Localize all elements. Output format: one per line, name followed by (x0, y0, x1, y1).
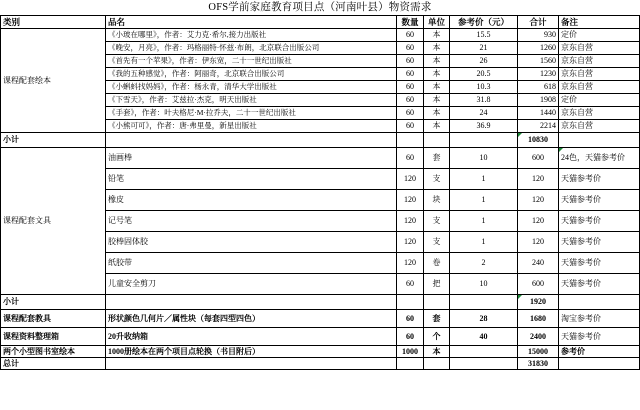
item-unit: 把 (424, 274, 450, 295)
header-total: 合计 (518, 16, 559, 29)
subtotal-value: 10830 (518, 133, 559, 148)
item-name: 儿童安全剪刀 (106, 274, 397, 295)
item-qty: 120 (397, 190, 424, 211)
item-name: 《我的五种感觉》，作者：阿丽奇，北京联合出版公司 (106, 68, 397, 81)
header-ref-price: 参考价（元） (450, 16, 518, 29)
item-name: 20升收纳箱 (106, 328, 397, 346)
item-qty: 60 (397, 310, 424, 328)
item-note: 24色，天猫参考价 (559, 148, 640, 169)
item-name: 《晚安，月亮》，作者：玛格丽特·怀兹·布朗，北京联合出版公司 (106, 42, 397, 55)
item-price: 26 (450, 55, 518, 68)
supply-table (0, 15, 640, 370)
item-unit: 本 (424, 120, 450, 133)
item-note: 京东自营 (559, 42, 640, 55)
item-qty: 1000 (397, 346, 424, 358)
item-note: 京东自营 (559, 120, 640, 133)
item-note: 天猫参考价 (559, 274, 640, 295)
item-price: 20.5 (450, 68, 518, 81)
item-name: 胶棒固体胶 (106, 232, 397, 253)
item-total: 1260 (518, 42, 559, 55)
item-note: 参考价 (559, 346, 640, 358)
item-price: 1 (450, 232, 518, 253)
item-unit: 个 (424, 328, 450, 346)
item-price: 24 (450, 107, 518, 120)
header-name: 品名 (106, 16, 397, 29)
item-note: 天猫参考价 (559, 232, 640, 253)
item-price: 31.8 (450, 94, 518, 107)
empty-cell (450, 133, 518, 148)
item-qty: 120 (397, 232, 424, 253)
item-name: 形状颜色几何片／属性块（每套四型四色） (106, 310, 397, 328)
item-note: 天猫参考价 (559, 211, 640, 232)
item-price: 1 (450, 190, 518, 211)
item-unit: 本 (424, 107, 450, 120)
item-name: 铅笔 (106, 169, 397, 190)
empty-cell (106, 295, 397, 310)
item-total: 1440 (518, 107, 559, 120)
item-unit: 本 (424, 29, 450, 42)
empty-cell (397, 133, 424, 148)
item-qty: 60 (397, 120, 424, 133)
item-note: 天猫参考价 (559, 190, 640, 211)
item-price (450, 346, 518, 358)
item-note: 定价 (559, 94, 640, 107)
empty-cell (106, 358, 397, 370)
item-qty: 60 (397, 81, 424, 94)
table-row (1, 346, 640, 358)
empty-cell (424, 358, 450, 370)
item-price: 10.3 (450, 81, 518, 94)
item-name: 纸胶带 (106, 253, 397, 274)
item-name: 1000册绘本在两个项目点轮换（书目附后） (106, 346, 397, 358)
item-unit: 套 (424, 148, 450, 169)
item-unit: 卷 (424, 253, 450, 274)
item-total: 120 (518, 190, 559, 211)
item-price: 1 (450, 211, 518, 232)
item-total: 120 (518, 211, 559, 232)
item-name: 《小熊可可》，作者：唐·弗里曼，新星出版社 (106, 120, 397, 133)
item-unit: 支 (424, 211, 450, 232)
subtotal-row (1, 133, 640, 148)
empty-cell (559, 133, 640, 148)
item-note: 京东自营 (559, 81, 640, 94)
item-unit: 支 (424, 169, 450, 190)
item-name: 记号笔 (106, 211, 397, 232)
table-row (1, 328, 640, 346)
empty-cell (106, 133, 397, 148)
empty-cell (559, 358, 640, 370)
item-price: 1 (450, 169, 518, 190)
item-price: 28 (450, 310, 518, 328)
item-total: 1560 (518, 55, 559, 68)
empty-cell (424, 133, 450, 148)
category-teaching-aids: 课程配套教具 (1, 310, 106, 328)
table-row (1, 148, 640, 169)
category-libraries: 两个小型图书室绘本 (1, 346, 106, 358)
empty-cell (397, 295, 424, 310)
item-name: 《首先有一个苹果》，作者：伊东宽，二十一世纪出版社 (106, 55, 397, 68)
item-price: 21 (450, 42, 518, 55)
grand-total-value: 31830 (518, 358, 559, 370)
item-qty: 60 (397, 68, 424, 81)
item-total: 240 (518, 253, 559, 274)
grand-total-label: 总计 (1, 358, 106, 370)
item-unit: 本 (424, 68, 450, 81)
header-row (1, 16, 640, 29)
item-unit: 支 (424, 232, 450, 253)
header-unit: 单位 (424, 16, 450, 29)
item-note: 淘宝参考价 (559, 310, 640, 328)
item-qty: 120 (397, 169, 424, 190)
header-category: 类别 (1, 16, 106, 29)
item-note: 京东自营 (559, 68, 640, 81)
item-total: 15000 (518, 346, 559, 358)
empty-cell (397, 358, 424, 370)
item-total: 120 (518, 232, 559, 253)
header-quantity: 数量 (397, 16, 424, 29)
item-name: 油画棒 (106, 148, 397, 169)
empty-cell (559, 295, 640, 310)
item-total: 930 (518, 29, 559, 42)
category-organizer: 课程资料整理箱 (1, 328, 106, 346)
subtotal-label: 小计 (1, 133, 106, 148)
item-unit: 本 (424, 42, 450, 55)
item-price: 36.9 (450, 120, 518, 133)
item-qty: 120 (397, 253, 424, 274)
item-unit: 本 (424, 94, 450, 107)
grand-total-row (1, 358, 640, 370)
item-total: 600 (518, 274, 559, 295)
item-qty: 60 (397, 107, 424, 120)
header-note: 备注 (559, 16, 640, 29)
item-qty: 60 (397, 94, 424, 107)
item-total: 1908 (518, 94, 559, 107)
item-note: 天猫参考价 (559, 328, 640, 346)
item-name: 《下雪天》，作者：艾兹拉·杰克，明天出版社 (106, 94, 397, 107)
item-unit: 套 (424, 310, 450, 328)
item-qty: 120 (397, 211, 424, 232)
item-note: 定价 (559, 29, 640, 42)
table-row (1, 29, 640, 42)
item-price: 10 (450, 274, 518, 295)
empty-cell (450, 358, 518, 370)
item-qty: 60 (397, 148, 424, 169)
item-name: 《小蝌蚪找妈妈》，作者：杨永青，清华大学出版社 (106, 81, 397, 94)
item-note: 天猫参考价 (559, 253, 640, 274)
subtotal-label: 小计 (1, 295, 106, 310)
item-qty: 60 (397, 328, 424, 346)
item-name: 橡皮 (106, 190, 397, 211)
item-price: 15.5 (450, 29, 518, 42)
item-qty: 60 (397, 29, 424, 42)
item-unit: 块 (424, 190, 450, 211)
item-price: 40 (450, 328, 518, 346)
item-price: 10 (450, 148, 518, 169)
item-note: 京东自营 (559, 55, 640, 68)
sheet-title: OFS学前家庭教育项目点（河南叶县）物资需求 (208, 2, 432, 13)
item-unit: 本 (424, 55, 450, 68)
item-note: 京东自营 (559, 107, 640, 120)
item-total: 1680 (518, 310, 559, 328)
item-total: 600 (518, 148, 559, 169)
empty-cell (450, 295, 518, 310)
item-name: 《小玻在哪里》，作者：艾力克·希尔,接力出版社 (106, 29, 397, 42)
item-qty: 60 (397, 274, 424, 295)
empty-cell (424, 295, 450, 310)
item-total: 120 (518, 169, 559, 190)
item-total: 2400 (518, 328, 559, 346)
category-stationery: 课程配套文具 (1, 148, 106, 295)
subtotal-row (1, 295, 640, 310)
item-note: 天猫参考价 (559, 169, 640, 190)
item-unit: 本 (424, 81, 450, 94)
item-total: 618 (518, 81, 559, 94)
item-name: 《手套》，作者：叶夫格尼·M·拉乔夫，二十一世纪出版社 (106, 107, 397, 120)
item-total: 2214 (518, 120, 559, 133)
item-price: 2 (450, 253, 518, 274)
table-row (1, 310, 640, 328)
category-books: 课程配套绘本 (1, 29, 106, 133)
item-unit: 本 (424, 346, 450, 358)
item-total: 1230 (518, 68, 559, 81)
item-qty: 60 (397, 55, 424, 68)
item-qty: 60 (397, 42, 424, 55)
subtotal-value: 1920 (518, 295, 559, 310)
